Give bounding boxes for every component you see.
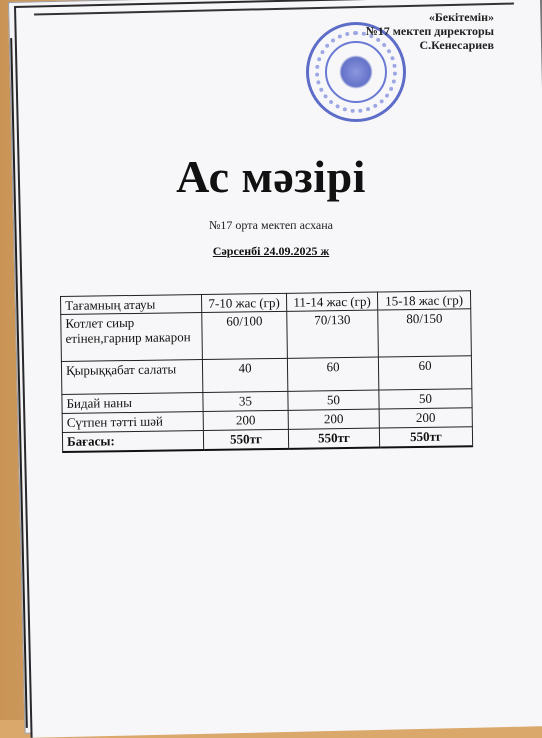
header-age-7-10: 7-10 жас (гр) [201, 293, 286, 312]
portion-value: 200 [203, 410, 288, 430]
portion-value: 70/130 [287, 310, 379, 358]
portion-value: 80/150 [378, 309, 472, 357]
header-age-11-14: 11-14 жас (гр) [286, 292, 377, 311]
dish-name: Сүтпен тәтті шәй [62, 412, 203, 433]
portion-value: 60 [378, 356, 471, 390]
price-value: 550тг [379, 427, 472, 448]
portion-value: 50 [288, 390, 379, 410]
price-label: Бағасы: [62, 431, 203, 452]
approval-word: «Бекітемін» [428, 10, 494, 24]
portion-value: 60 [287, 357, 378, 391]
portion-value: 200 [379, 408, 472, 428]
page-subtitle: №17 орта мектеп асхана [208, 218, 333, 232]
portion-value: 200 [288, 409, 379, 429]
portion-value: 35 [203, 391, 288, 411]
menu-table [60, 290, 473, 453]
portion-value: 60/100 [202, 311, 288, 359]
portion-value: 40 [202, 358, 287, 392]
dish-name: Қырыққабат салаты [61, 360, 202, 395]
header-dish-name: Тағамның атауы [61, 295, 202, 315]
header-age-15-18: 15-18 жас (гр) [377, 291, 470, 310]
table-row [61, 309, 472, 362]
approval-signature: С.Кенесариев [419, 38, 494, 52]
approval-role: №17 мектеп директоры [365, 24, 494, 38]
price-value: 550тг [203, 429, 288, 450]
page-title: Ас мәзірі [176, 151, 366, 202]
approval-block [366, 10, 494, 52]
portion-value: 50 [379, 389, 472, 409]
dish-name: Котлет сиыр етінен,гарнир макарон [61, 313, 203, 362]
dish-name: Бидай наны [62, 393, 203, 414]
price-value: 550тг [288, 428, 379, 449]
date-line: Сәрсенбі 24.09.2025 ж [212, 244, 330, 258]
